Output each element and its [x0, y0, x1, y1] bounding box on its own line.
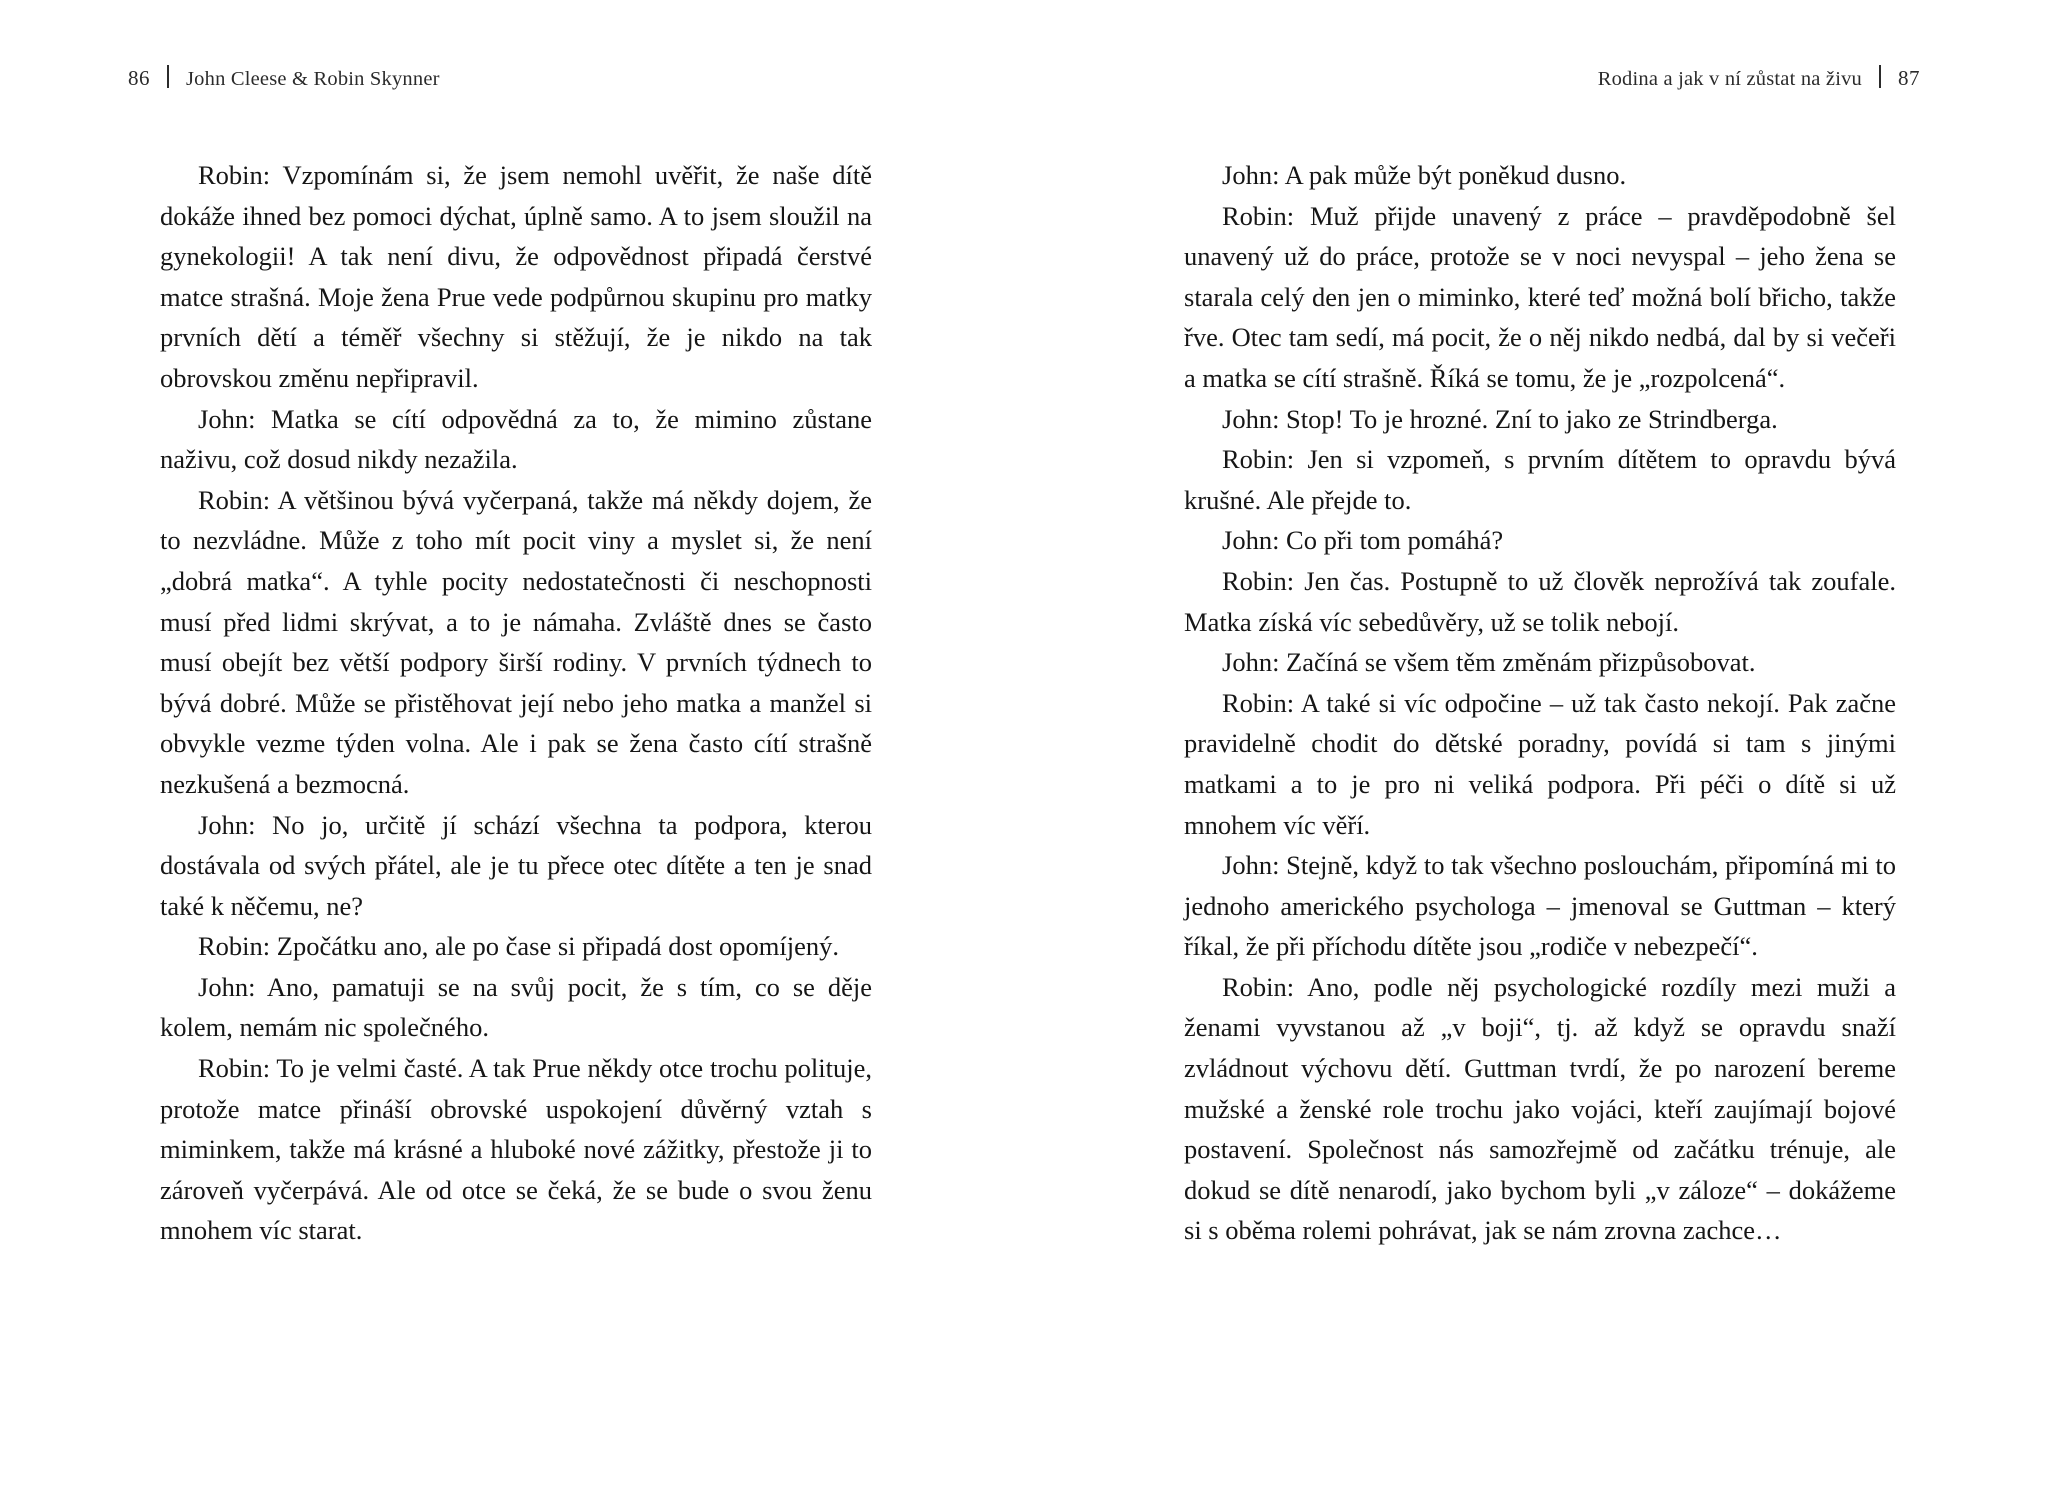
page-number-right: 87 [1898, 66, 1920, 90]
running-head-left [128, 62, 440, 91]
right-page-text-column [1184, 155, 1896, 1251]
paragraph: John: Ano, pamatuji se na svůj pocit, že s tím, co se děje kolem, nemám nic společného. [160, 971, 872, 1043]
paragraph: John: Matka se cítí odpovědná za to, že mimino zůstane naživu, což dosud nikdy nezažila. [160, 403, 872, 475]
running-head [0, 62, 2048, 92]
paragraph: Robin: Jen si vzpomeň, s prvním dítětem to opravdu bývá krušné. Ale přejde to. [1184, 444, 1896, 515]
paragraph: Robin: To je velmi časté. A tak Prue někdy otce trochu polituje, protože matce přináší obrovské uspokojení důvěrný vztah s miminkem, takže má krásné a hluboké nové zážitky, přestože ji to zároveň vyčerpává. Ale od otce se čeká, že se bude o svou ženu mnohem víc starat. [160, 1053, 872, 1246]
paragraph: Robin: Muž přijde unavený z práce – pravděpodobně šel unavený už do práce, protože se v noci nevyspal – jeho žena se starala celý den jen o miminko, které teď možná bolí břicho, takže řve. Otec tam sedí, má pocit, že o něj nikdo nedbá, dal by si večeři a matka se cítí strašně. Říká se tomu, že je „rozpolcená“. [1184, 200, 1896, 393]
running-head-title-right: Rodina a jak v ní zůstat na živu [1597, 68, 1862, 90]
paragraph: Robin: A většinou bývá vyčerpaná, takže má někdy dojem, že to nezvládne. Může z toho mít pocit viny a myslet si, že není „dobrá matka“. A tyhle pocity nedostatečnosti či neschopnosti musí před lidmi skrývat, a to je námaha. Zvláště dnes se často musí obejít bez větší podpory širší rodiny. V prvních týdnech to bývá dobré. Může se přistěhovat její nebo jeho matka a manžel si obvykle vezme týden volna. Ale i pak se žena často cítí strašně nezkušená a bezmocná. [160, 484, 872, 799]
paragraph: Robin: Zpočátku ano, ale po čase si připadá dost opomíjený. [198, 931, 840, 962]
paragraph: Robin: Jen čas. Postupně to už člověk neprožívá tak zoufale. Matka získá víc sebedůvěry, už se tolik nebojí. [1184, 565, 1896, 637]
paragraph: Robin: Ano, podle něj psychologické rozdíly mezi muži a ženami vyvstanou až „v boji“, tj. až když se opravdu snaží zvládnout výchovu dětí. Guttman tvrdí, že po narození bereme mužské a ženské role trochu jako vojáci, kteří zaujímají bojové postavení. Společnost nás samozřejmě od začátku trénuje, ale dokud se dítě nenarodí, jako bychom byli „v záloze“ – dokážeme si s oběma rolemi pohrávat, jak se nám zrovna zachce… [1184, 971, 1896, 1246]
page-number-left: 86 [128, 66, 150, 90]
running-head-right [1598, 62, 1920, 91]
body-columns [0, 155, 2048, 1497]
paragraph: Robin: A také si víc odpočine – už tak často nekojí. Pak začne pravidelně chodit do dětské poradny, povídá si tam s jinými matkami a to je pro ni veliká podpora. Při péči o dítě si už mnohem víc věří. [1184, 687, 1896, 840]
running-head-title-left: John Cleese & Robin Skynner [186, 68, 440, 90]
divider-rule-left [167, 65, 169, 88]
paragraph: John: Stejně, když to tak všechno poslouchám, připomíná mi to jednoho amerického psychologa – jmenoval se Guttman – který říkal, že při příchodu dítěte jsou „rodiče v nebezpečí“. [1184, 850, 1896, 962]
paragraph: John: Stop! To je hrozné. Zní to jako ze Strindberga. [1222, 403, 1778, 434]
paragraph: John: No jo, určitě jí schází všechna ta podpora, kterou dostávala od svých přátel, ale je tu přece otec dítěte a ten je snad také k něčemu, ne? [160, 809, 872, 921]
paragraph: John: Začíná se všem těm změnám přizpůsobovat. [1222, 647, 1756, 678]
paragraph: John: A pak může být poněkud dusno. [1222, 160, 1627, 190]
left-page-text-column [160, 155, 872, 1251]
divider-rule-right [1879, 65, 1881, 88]
paragraph: Robin: Vzpomínám si, že jsem nemohl uvěřit, že naše dítě dokáže ihned bez pomoci dýchat, úplně samo. A to jsem sloužil na gynekologii! A tak není divu, že odpovědnost připadá čerstvé matce strašná. Moje žena Prue vede podpůrnou skupinu pro matky prvních dětí a téměř všechny si stěžují, že je nikdo na tak obrovskou změnu nepřipravil. [160, 160, 872, 393]
paragraph: John: Co při tom pomáhá? [1222, 525, 1504, 556]
